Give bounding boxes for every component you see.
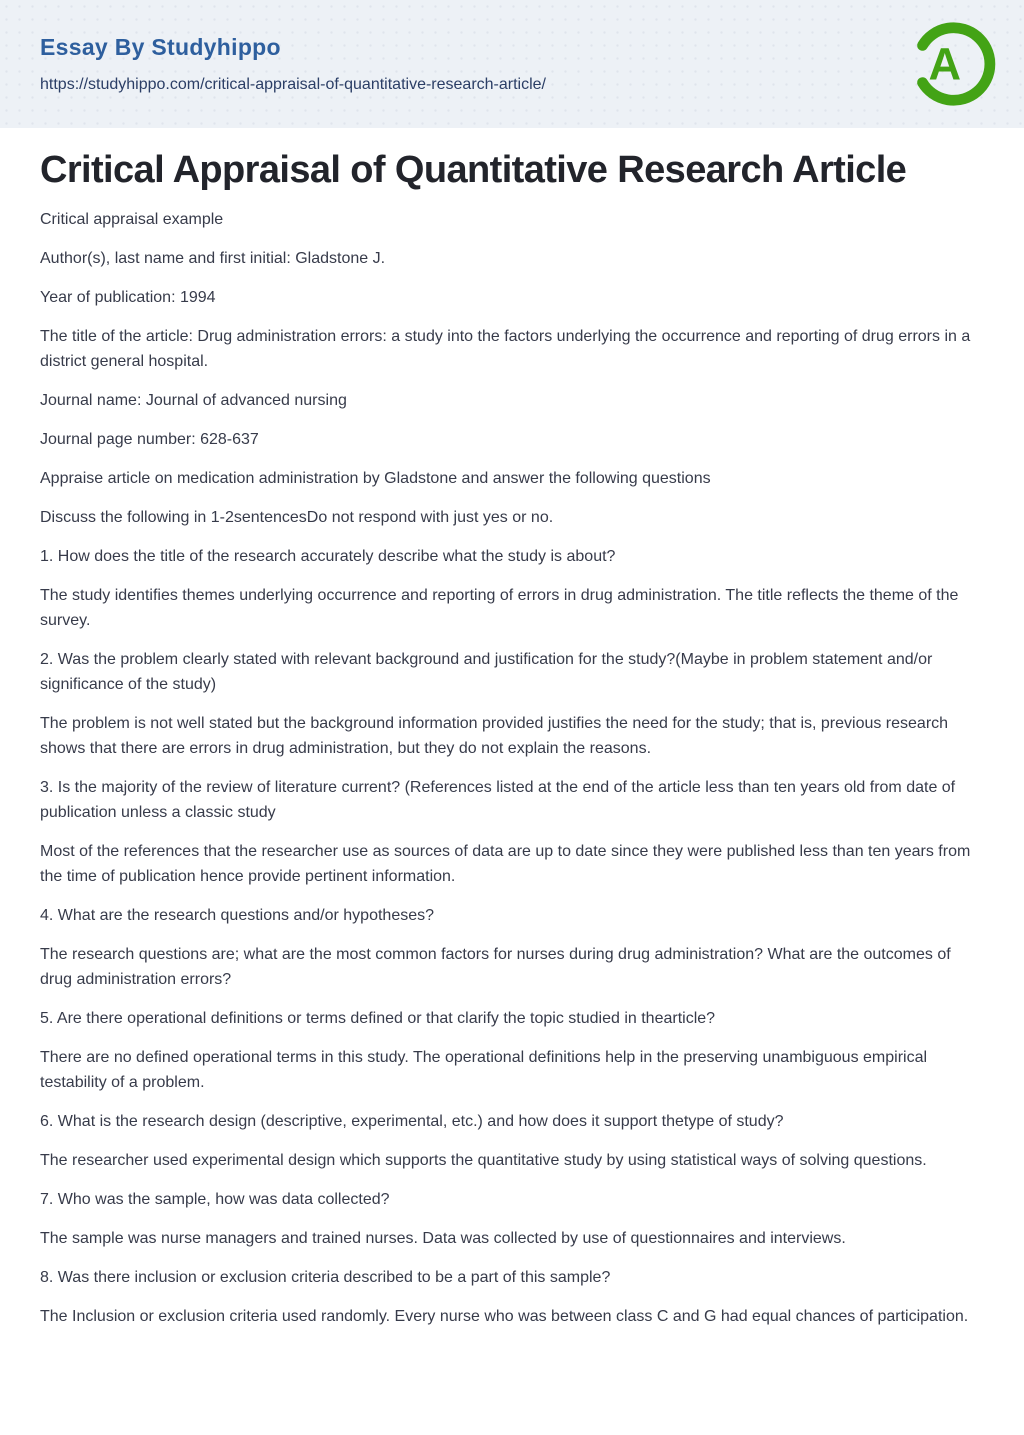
article-content bbox=[0, 128, 1024, 1383]
article-paragraph: 3. Is the majority of the review of literature current? (References listed at the end of the article less than ten years old from date of publication unless a classic study bbox=[40, 778, 956, 821]
logo-letter: A bbox=[928, 38, 962, 90]
article-paragraph: 1. How does the title of the research accurately describe what the study is about? bbox=[40, 547, 616, 565]
article-paragraph: The Inclusion or exclusion criteria used randomly. Every nurse who was between class C and G had equal chances of participation. bbox=[40, 1307, 969, 1325]
site-header bbox=[0, 0, 1024, 128]
article-paragraph: 7. Who was the sample, how was data collected? bbox=[40, 1190, 390, 1208]
article-title: Critical Appraisal of Quantitative Research Article bbox=[40, 149, 907, 191]
article-paragraph: The study identifies themes underlying occurrence and reporting of errors in drug administration. The title reflects the theme of the survey. bbox=[40, 586, 959, 629]
article-paragraph: The researcher used experimental design which supports the quantitative study by using statistical ways of solving questions. bbox=[40, 1151, 927, 1169]
article-paragraph: 5. Are there operational definitions or terms defined or that clarify the topic studied in thearticle? bbox=[40, 1009, 716, 1027]
article-paragraph: 4. What are the research questions and/or hypotheses? bbox=[40, 906, 435, 924]
article-paragraph: Author(s), last name and first initial: Gladstone J. bbox=[40, 249, 386, 267]
article-paragraph: The problem is not well stated but the background information provided justifies the need for the study; that is, previous research shows that there are errors in drug administration, but they do not explain the reasons. bbox=[40, 714, 949, 757]
article-paragraph: Appraise article on medication administration by Gladstone and answer the following questions bbox=[40, 469, 711, 487]
article-body bbox=[40, 207, 980, 1329]
header-text-block bbox=[40, 34, 546, 94]
site-name: Essay By Studyhippo bbox=[40, 34, 281, 61]
article-paragraph: Journal name: Journal of advanced nursing bbox=[40, 391, 347, 409]
article-paragraph: Most of the references that the researcher use as sources of data are up to date since they were published less than ten years from the time of publication hence provide pertinent information. bbox=[40, 842, 971, 885]
article-paragraph: Journal page number: 628-637 bbox=[40, 430, 259, 448]
article-paragraph: 8. Was there inclusion or exclusion criteria described to be a part of this sample? bbox=[40, 1268, 611, 1286]
article-paragraph: The research questions are; what are the most common factors for nurses during drug administration? What are the outcomes of drug administration errors? bbox=[40, 945, 951, 988]
article-paragraph: 2. Was the problem clearly stated with relevant background and justification for the study?(Maybe in problem statement and/or significance of the study) bbox=[40, 650, 933, 693]
article-paragraph: Critical appraisal example bbox=[40, 210, 224, 228]
article-url-link[interactable]: https://studyhippo.com/critical-appraisal-of-quantitative-research-article/ bbox=[40, 75, 546, 93]
article-paragraph: The sample was nurse managers and trained nurses. Data was collected by use of questionnaires and interviews. bbox=[40, 1229, 846, 1247]
article-paragraph: The title of the article: Drug administration errors: a study into the factors underlying the occurrence and reporting of drug errors in a district general hospital. bbox=[40, 327, 971, 370]
article-paragraph: Year of publication: 1994 bbox=[40, 288, 216, 306]
article-paragraph: Discuss the following in 1-2sentencesDo not respond with just yes or no. bbox=[40, 508, 554, 526]
article-paragraph: There are no defined operational terms in this study. The operational definitions help in the preserving unambiguous empirical testability of a problem. bbox=[40, 1048, 928, 1091]
studyhippo-logo[interactable] bbox=[904, 15, 1002, 113]
article-paragraph: 6. What is the research design (descriptive, experimental, etc.) and how does it support thetype of study? bbox=[40, 1112, 784, 1130]
